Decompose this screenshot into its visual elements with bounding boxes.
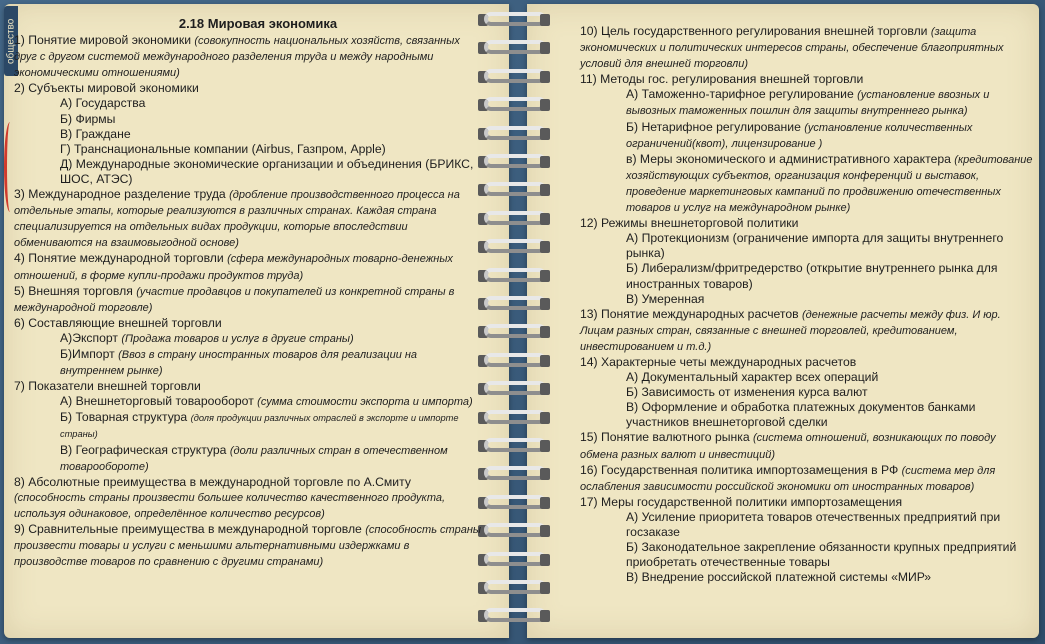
binding-hole [540, 610, 550, 622]
subtopic-item [14, 112, 482, 127]
subtopic-item [580, 231, 1036, 261]
topic-heading: 4) Понятие международной торговли [14, 251, 228, 266]
subtopic-definition: (кредитование хозяйствующих субъектов, организация конференций и выставок, проведение маркетинговых кампаний по продвижению отечественных товаров и услуг на международном рынке) [626, 153, 1033, 215]
binding-wire [484, 12, 546, 26]
topic-heading: 5) Внешняя торговля [14, 283, 137, 298]
spiral-ring [474, 93, 560, 115]
subtopic-item [580, 540, 1036, 570]
binding-wire [484, 97, 546, 111]
subtopic-heading: Б) Зависимость от изменения курса валют [626, 385, 868, 400]
topic-item [580, 430, 1036, 462]
spiral-ring [474, 406, 560, 428]
subtopic-heading: Б) Законодательное закрепление обязанности крупных предприятий приобретать отечественные товары [626, 540, 1017, 570]
binding-hole [540, 213, 550, 225]
binding-hole [540, 184, 550, 196]
spiral-ring [474, 235, 560, 257]
topic-heading: 2) Субъекты мировой экономики [14, 81, 199, 96]
subtopic-item [580, 385, 1036, 400]
topic-item [14, 379, 482, 394]
topic-heading: 9) Сравнительные преимущества в международной торговле [14, 522, 366, 536]
topic-definition: (совокупность национальных хозяйств, связанных друг с другом системой международного разделения труда и между народными экономическими отношениями) [14, 35, 460, 80]
subtopic-item [580, 152, 1036, 216]
topic-definition: (сфера международных товарно-денежных отношений, в форме купли-продажи продуктов труда) [14, 253, 453, 282]
subtopic-item [14, 157, 482, 187]
topic-item [14, 251, 482, 283]
subtopic-heading: Б)Импорт [60, 346, 119, 361]
binding-wire [484, 69, 546, 83]
spiral-ring [474, 178, 560, 200]
subtopic-heading: Б) Товарная структура [60, 410, 191, 425]
topic-heading: 1) Понятие мировой экономики [14, 33, 195, 48]
topic-heading: 13) Понятие международных расчетов [580, 306, 802, 321]
subtopic-heading: В) Внедрение российской платежной системы «МИР» [626, 570, 932, 585]
subtopic-item [580, 400, 1036, 430]
subtopic-definition: (Ввоз в страну иностранных товаров для реализации на внутреннем рынке) [60, 348, 418, 378]
subtopic-item [14, 331, 482, 347]
subtopic-heading: В) Умеренная [626, 291, 705, 306]
spiral-ring [474, 207, 560, 229]
subtopic-item [14, 96, 482, 111]
binding-hole [540, 582, 550, 594]
topic-heading: 12) Режимы внешнеторговой политики [580, 216, 799, 231]
binding-hole [540, 128, 550, 140]
binding-wire [484, 466, 546, 480]
binding-hole [540, 554, 550, 566]
left-topic-list [14, 33, 482, 570]
binding-wire [484, 268, 546, 282]
topic-definition: (способность страны произвести товары и услуги с меньшими альтернативными издержками в производстве товаров по сравнению с другими странами) [14, 524, 481, 569]
binding-hole [540, 326, 550, 338]
spiral-ring [474, 491, 560, 513]
subtopic-heading: А) Таможенно-тарифное регулирование [626, 87, 858, 102]
binding-wire [484, 495, 546, 509]
right-topic-list [580, 24, 1036, 585]
subtopic-item [580, 570, 1036, 585]
topic-heading: 14) Характерные четы международных расчетов [580, 354, 857, 369]
spiral-ring [474, 320, 560, 342]
spiral-ring [474, 292, 560, 314]
left-page-content [14, 16, 482, 570]
subtopic-heading: В) Географическая структура [60, 442, 230, 457]
subtopic-heading: А) Внешнеторговый товарооборот [60, 394, 258, 409]
spiral-ring [474, 519, 560, 541]
binding-hole [540, 412, 550, 424]
spiral-ring [474, 150, 560, 172]
binding-hole [540, 298, 550, 310]
binding-hole [540, 525, 550, 537]
spiral-ring [474, 36, 560, 58]
topic-item [14, 187, 482, 251]
binding-wire [484, 211, 546, 225]
subtopic-definition: (доли различных стран в отечественном товарообороте) [60, 444, 448, 473]
subtopic-heading: В) Оформление и обработка платежных документов банками участников внешнеторговой сделки [626, 400, 976, 430]
topic-item [14, 284, 482, 316]
binding-wire [484, 182, 546, 196]
subtopic-definition: (сумма стоимости экспорта и импорта) [257, 396, 473, 409]
binding-wire [484, 438, 546, 452]
spiral-ring [474, 548, 560, 570]
subtopic-item [580, 292, 1036, 307]
section-tab[interactable]: общество [4, 6, 18, 76]
binding-hole [540, 497, 550, 509]
spiral-ring [474, 122, 560, 144]
topic-heading: 11) Методы гос. регулирования внешней торговли [580, 72, 864, 87]
binding-wire [484, 410, 546, 424]
topic-heading: 15) Понятие валютного рынка [580, 430, 753, 445]
binding-hole [540, 71, 550, 83]
topic-item [14, 475, 482, 522]
topic-definition: (система отношений, возникающих по поводу обмена разных валют и инвестиций) [580, 432, 996, 461]
right-page-content [580, 24, 1036, 585]
binding-hole [540, 355, 550, 367]
subtopic-definition: (доля продукции различных отраслей в экспорте и импорте страны) [60, 413, 459, 440]
topic-heading: 17) Меры государственной политики импортозамещения [580, 494, 903, 509]
topic-definition: (система мер для ослабления зависимости российской экономики от иностранных товаров) [580, 464, 996, 493]
subtopic-item [580, 370, 1036, 385]
subtopic-item [580, 87, 1036, 119]
topic-heading: 3) Международное разделение труда [14, 187, 230, 202]
subtopic-item [14, 347, 482, 379]
topic-definition: (способность страны произвести большее количество качественного продукта, используя одинаковое, определённое количество ресурсов) [14, 491, 446, 520]
subtopic-heading: А) Документальный характер всех операций [626, 370, 879, 385]
binding-wire [484, 381, 546, 395]
binding-hole [540, 270, 550, 282]
topic-definition: (денежные расчеты между физ. И юр. Лицам разных стран, связанные с внешней торговлей, кредитованием, инвестированием и т.д.) [580, 308, 1001, 353]
subtopic-heading: А)Экспорт [60, 330, 122, 345]
topic-definition: (участие продавцов и покупателей из конкретной страны в международной торговле) [14, 285, 455, 314]
subtopic-heading: А) Государства [60, 96, 146, 111]
topic-item [580, 72, 1036, 87]
subtopic-item [14, 142, 482, 157]
subtopic-definition: (установление ввозных и вывозных таможенных пошлин для защиты внутреннего рынка) [626, 89, 990, 118]
binding-hole [540, 14, 550, 26]
subtopic-item [14, 127, 482, 142]
binding-wire [484, 296, 546, 310]
topic-item [580, 307, 1036, 355]
binding-wire [484, 126, 546, 140]
subtopic-item [580, 120, 1036, 152]
binding-wire [484, 552, 546, 566]
spiral-binding [474, 8, 564, 638]
binding-wire [484, 154, 546, 168]
subtopic-heading: Д) Международные экономические организации и объединения (БРИКС, ШОС, АТЭС) [60, 156, 474, 186]
topic-item [14, 33, 482, 81]
subtopic-heading: Б) Фирмы [60, 111, 116, 126]
topic-item [14, 316, 482, 331]
spiral-ring [474, 576, 560, 598]
topic-item [14, 522, 482, 570]
binding-hole [540, 440, 550, 452]
topic-heading: 6) Составляющие внешней торговли [14, 315, 222, 330]
subtopic-item [580, 261, 1036, 291]
binding-hole [540, 99, 550, 111]
subtopic-item [580, 510, 1036, 540]
binding-wire [484, 324, 546, 338]
binding-hole [540, 156, 550, 168]
topic-heading: 8) Абсолютные преимущества в международной торговле по А.Смиту [14, 474, 411, 489]
spiral-ring [474, 434, 560, 456]
binding-wire [484, 353, 546, 367]
subtopic-heading: Б) Либерализм/фритредерство (открытие внутреннего рынка для иностранных товаров) [626, 261, 998, 291]
spiral-ring [474, 349, 560, 371]
subtopic-heading: В) Граждане [60, 126, 131, 141]
spiral-ring [474, 65, 560, 87]
binding-wire [484, 580, 546, 594]
spiral-ring [474, 462, 560, 484]
spiral-ring [474, 604, 560, 626]
topic-definition: (дробление производственного процесса на отдельные этапы, которые реализуются в различных странах. Каждая страна специализируется на отдельных видах продукции, которые впоследствии обмениваются на взаимовыгодной основе) [14, 189, 460, 250]
topic-item [580, 495, 1036, 510]
binding-wire [484, 239, 546, 253]
binding-hole [540, 42, 550, 54]
binding-wire [484, 40, 546, 54]
topic-heading: 16) Государственная политика импортозамещения в РФ [580, 462, 902, 477]
topic-item [14, 81, 482, 96]
topic-item [580, 463, 1036, 495]
topic-definition: (защита экономических и политических интересов страны, обеспечение благоприятных условий для внешней торговли) [580, 26, 1004, 71]
topic-item [580, 24, 1036, 72]
subtopic-heading: А) Усиление приоритета товаров отечественных предприятий при госзаказе [626, 509, 1001, 539]
subtopic-heading: в) Меры экономического и административного характера [626, 151, 955, 166]
spiral-ring [474, 8, 560, 30]
binding-hole [540, 468, 550, 480]
subtopic-definition: (установление количественных ограничений(квот), лицензирование ) [626, 121, 973, 150]
subtopic-heading: А) Протекционизм (ограничение импорта для защиты внутреннего рынка) [626, 231, 1004, 261]
subtopic-definition: (Продажа товаров и услуг в другие страны) [121, 332, 354, 345]
topic-item [580, 216, 1036, 231]
subtopic-item [14, 394, 482, 410]
subtopic-item [14, 410, 482, 442]
spiral-ring [474, 264, 560, 286]
spiral-ring [474, 377, 560, 399]
binding-wire [484, 608, 546, 622]
binding-wire [484, 523, 546, 537]
binding-hole [540, 241, 550, 253]
topic-heading: 10) Цель государственного регулирования внешней торговли [580, 24, 931, 38]
page-title: 2.18 Мировая экономика [178, 16, 338, 31]
subtopic-item [14, 443, 482, 475]
binding-hole [540, 383, 550, 395]
topic-item [580, 355, 1036, 370]
subtopic-heading: Г) Транснациональные компании (Airbus, Газпром, Apple) [60, 141, 386, 156]
subtopic-heading: Б) Нетарифное регулирование [626, 119, 805, 134]
topic-heading: 7) Показатели внешней торговли [14, 379, 201, 394]
